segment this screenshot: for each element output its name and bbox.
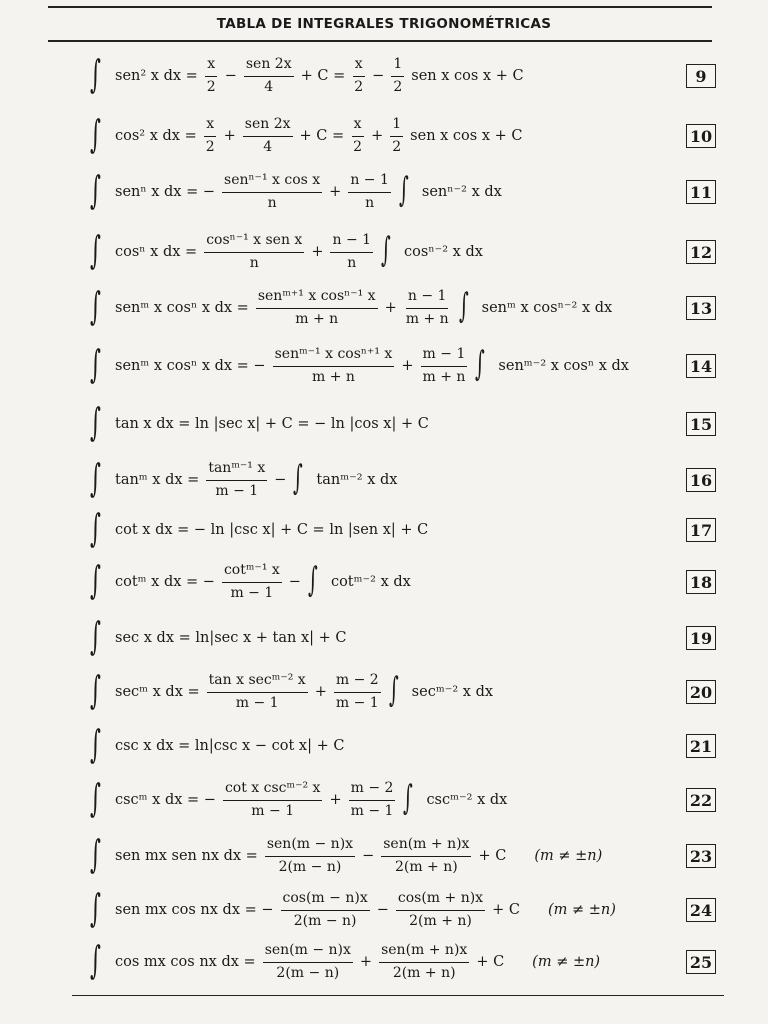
fraction-numerator: cos(m − n)x [281,890,370,911]
fraction [390,116,403,156]
integral-sign-icon: ∫ [90,938,101,982]
fraction-numerator: sen(m + n)x [381,836,471,857]
fraction [420,346,467,386]
formula-term: cos mx cos nx dx = [115,954,256,970]
formula-number-badge: 24 [686,898,716,922]
bottom-rule [72,995,724,996]
formula-expression [90,886,619,930]
fraction-numerator: cos(m + n)x [396,890,485,911]
formula-term: senⁿ⁻² x dx [421,184,502,200]
fraction [207,672,308,712]
integral-sign-icon: ∫ [307,560,318,600]
fraction [256,288,378,328]
formula-expression [90,342,632,386]
formula-term: sen x cos x + C [410,128,523,144]
fraction-numerator: sen 2x [244,56,294,77]
fraction [379,942,469,982]
fraction-denominator: 2 [353,138,363,155]
fraction-denominator: 4 [263,138,273,155]
formula-term: cscᵐ⁻² x dx [426,792,508,808]
formula-term: cotᵐ⁻² x dx [330,574,411,590]
integral-sign-icon: ∫ [90,558,101,602]
fraction-denominator: 2(m + n) [409,912,472,929]
formula-term: − [274,472,287,488]
formula-number-badge: 22 [686,788,716,812]
formula-term: cosⁿ⁻² x dx [404,244,483,260]
fraction-denominator: m − 1 [230,584,274,601]
formula-row [90,454,716,506]
formula-term: senᵐ x cosⁿ x dx = [115,300,249,316]
formula-term: + [314,684,327,700]
integral-sign-icon: ∫ [90,832,101,876]
formula-expression [90,506,431,550]
fraction-numerator: senᵐ⁻¹ x cosⁿ⁺¹ x [273,346,395,367]
formula-number-badge: 25 [686,950,716,974]
formula-expression [90,456,400,500]
formula-term: + [401,358,414,374]
fraction [204,232,304,272]
formula-term: + C [476,954,505,970]
fraction-denominator: m − 1 [335,694,379,711]
formula-term: tanᵐ⁻² x dx [316,472,398,488]
fraction [205,56,218,96]
formula-term: senⁿ x dx = − [115,184,216,200]
formula-term: tan x dx = ln |sec x| + C = − ln |cos x| + C [115,416,429,432]
integral-sign-icon: ∫ [90,668,101,712]
formula-number-badge: 18 [686,570,716,594]
fraction-numerator: 1 [390,116,403,137]
formula-term: + C = [299,128,345,144]
fraction-denominator: 2 [354,78,364,95]
fraction-numerator: n − 1 [406,288,449,309]
fraction-numerator: senⁿ⁻¹ x cos x [222,172,322,193]
formula-row [90,504,716,556]
fraction-denominator: m + n [422,368,466,385]
formula-term: cot x dx = − ln |csc x| + C = ln |sen x| + C [115,522,429,538]
integral-sign-icon: ∫ [475,344,486,384]
formula-term: + [359,954,373,970]
formula-row [90,884,716,936]
formula-term: + [311,244,324,260]
fraction [381,836,471,876]
fraction-denominator: 2(m − n) [278,858,342,875]
fraction-numerator: m − 1 [421,346,468,367]
formula-term: tanᵐ x dx = [115,472,200,488]
formula-term: + [329,792,342,808]
formula-number-badge: 19 [686,626,716,650]
formula-term: senᵐ⁻² x cosⁿ x dx [498,358,629,374]
formula-number-badge: 14 [686,354,716,378]
formula-row [90,226,716,278]
integral-sign-icon: ∫ [90,284,101,328]
integral-sign-icon: ∫ [90,168,101,212]
formula-expression [90,614,349,658]
formula-number-badge: 11 [686,180,716,204]
formula-term: − [224,68,237,84]
formula-term: cscᵐ x dx = − [115,792,216,808]
fraction-denominator: n [249,254,259,271]
fraction-numerator: sen(m − n)x [263,942,353,963]
integral-sign-icon: ∫ [90,112,101,156]
formula-row [90,774,716,826]
fraction-numerator: tanᵐ⁻¹ x [206,460,267,481]
integral-sign-icon: ∫ [90,614,101,658]
formula-row [90,398,716,450]
fraction-denominator: m − 1 [350,802,394,819]
fraction-numerator: sen 2x [243,116,293,137]
formula-condition: (m ≠ ±n) [534,848,603,864]
formula-expression [90,668,496,712]
fraction [330,232,373,272]
formula-row [90,50,716,102]
integral-sign-icon: ∫ [90,400,101,444]
fraction-numerator: cosⁿ⁻¹ x sen x [204,232,304,253]
fraction [222,562,282,602]
fraction-numerator: m − 2 [349,780,396,801]
formula-number-badge: 21 [686,734,716,758]
fraction-numerator: senᵐ⁺¹ x cosⁿ⁻¹ x [256,288,378,309]
fraction-denominator: 4 [264,78,274,95]
formula-term: + C [492,902,520,918]
fraction-denominator: m + n [405,310,449,327]
formula-number-badge: 15 [686,412,716,436]
fraction [404,288,451,328]
formula-condition: (m ≠ ±n) [532,954,601,970]
fraction-numerator: m − 2 [334,672,381,693]
fraction [263,942,353,982]
fraction-numerator: x [204,116,216,137]
formula-term: + C = [300,68,346,84]
formula-term: + C [478,848,507,864]
fraction-denominator: 2(m − n) [293,912,357,929]
fraction-numerator: 1 [391,56,404,77]
fraction [222,172,322,212]
formula-expression [90,284,615,328]
fraction-numerator: sen(m + n)x [379,942,469,963]
fraction-denominator: m − 1 [235,694,279,711]
formula-expression [90,776,510,820]
integral-sign-icon: ∫ [90,342,101,386]
formula-row [90,340,716,392]
fraction [334,672,381,712]
page-title: TABLA DE INTEGRALES TRIGONOMÉTRICAS [216,16,552,32]
formula-term: − [376,902,389,918]
formula-term: + [329,184,342,200]
fraction-denominator: 2 [206,78,216,95]
fraction-denominator: 2 [393,78,403,95]
integral-sign-icon: ∫ [293,458,304,498]
formula-term: secᵐ⁻² x dx [411,684,494,700]
fraction [273,346,395,386]
fraction [351,116,364,156]
formula-term: + [371,128,384,144]
integral-sign-icon: ∫ [381,230,391,270]
formula-number-badge: 9 [686,64,716,88]
formula-expression [90,168,505,212]
fraction [396,890,485,930]
fraction-numerator: sen(m − n)x [265,836,355,857]
formula-term: senᵐ x cosⁿ⁻² x dx [481,300,613,316]
formula-row [90,936,716,988]
formula-expression [90,52,527,96]
formula-expression [90,558,414,602]
formula-expression [90,832,605,876]
formula-expression [90,722,347,766]
fraction [352,56,365,96]
fraction-denominator: m + n [295,310,339,327]
formula-term: csc x dx = ln|csc x − cot x| + C [115,738,345,754]
fraction-denominator: 2(m + n) [392,964,456,981]
fraction [348,172,391,212]
formula-term: sen² x dx = [115,68,198,84]
fraction [349,780,396,820]
formula-number-badge: 23 [686,844,716,868]
formula-term: − [288,574,301,590]
fraction-denominator: n [365,194,375,211]
formula-expression [90,112,525,156]
formula-term: cotᵐ x dx = − [115,574,215,590]
fraction [281,890,370,930]
fraction-denominator: n [267,194,277,211]
fraction-denominator: 2(m − n) [276,964,340,981]
fraction-denominator: n [347,254,357,271]
fraction-denominator: m + n [311,368,355,385]
fraction [206,460,267,500]
fraction-numerator: x [353,56,365,77]
fraction [265,836,355,876]
formula-row [90,666,716,718]
fraction [391,56,404,96]
formula-number-badge: 10 [686,124,716,148]
top-rule [48,6,712,8]
fraction-numerator: x [205,56,217,77]
fraction-numerator: cot x cscᵐ⁻² x [223,780,323,801]
formula-number-badge: 12 [686,240,716,264]
formula-row [90,556,716,608]
fraction-denominator: m − 1 [215,482,259,499]
formula-term: senᵐ x cosⁿ x dx = − [115,358,266,374]
formula-row [90,830,716,882]
formula-number-badge: 17 [686,518,716,542]
fraction [243,116,293,156]
formula-term: cosⁿ x dx = [115,244,198,260]
fraction-numerator: n − 1 [348,172,391,193]
formula-term: + [223,128,236,144]
formula-term: − [362,848,375,864]
formula-row [90,110,716,162]
formula-expression [90,228,486,272]
formula-number-badge: 16 [686,468,716,492]
formula-row [90,612,716,664]
fraction-denominator: m − 1 [251,802,295,819]
formula-row [90,282,716,334]
formula-row [90,166,716,218]
formula-term: sec x dx = ln|sec x + tan x| + C [115,630,347,646]
formula-term: cos² x dx = [115,128,197,144]
fraction [223,780,323,820]
fraction-denominator: 2 [205,138,215,155]
formula-term: sen x cos x + C [411,68,524,84]
integral-sign-icon: ∫ [388,670,399,710]
integral-sign-icon: ∫ [90,52,101,96]
integral-sign-icon: ∫ [90,456,101,500]
integral-sign-icon: ∫ [90,776,101,820]
formula-row [90,720,716,772]
integral-sign-icon: ∫ [90,228,101,272]
formula-term: sen mx cos nx dx = − [115,902,274,918]
fraction-numerator: tan x secᵐ⁻² x [207,672,308,693]
fraction-denominator: 2(m + n) [394,858,458,875]
formula-number-badge: 13 [686,296,716,320]
formula-term: secᵐ x dx = [115,684,200,700]
formula-number-badge: 20 [686,680,716,704]
integral-sign-icon: ∫ [90,886,101,930]
header-rule [48,40,712,42]
fraction-numerator: cotᵐ⁻¹ x [222,562,282,583]
integral-sign-icon: ∫ [90,506,101,550]
formula-expression [90,400,432,444]
formula-term: + [384,300,397,316]
formula-term: − [372,68,385,84]
fraction-numerator: x [352,116,364,137]
integral-sign-icon: ∫ [90,722,101,766]
integral-sign-icon: ∫ [398,170,409,210]
fraction [244,56,294,96]
formula-term: sen mx sen nx dx = [115,848,258,864]
fraction-denominator: 2 [392,138,402,155]
integral-sign-icon: ∫ [458,286,469,326]
integral-sign-icon: ∫ [403,778,414,818]
fraction [204,116,217,156]
formula-condition: (m ≠ ±n) [547,902,616,918]
fraction-numerator: n − 1 [330,232,373,253]
formula-expression [90,938,603,982]
